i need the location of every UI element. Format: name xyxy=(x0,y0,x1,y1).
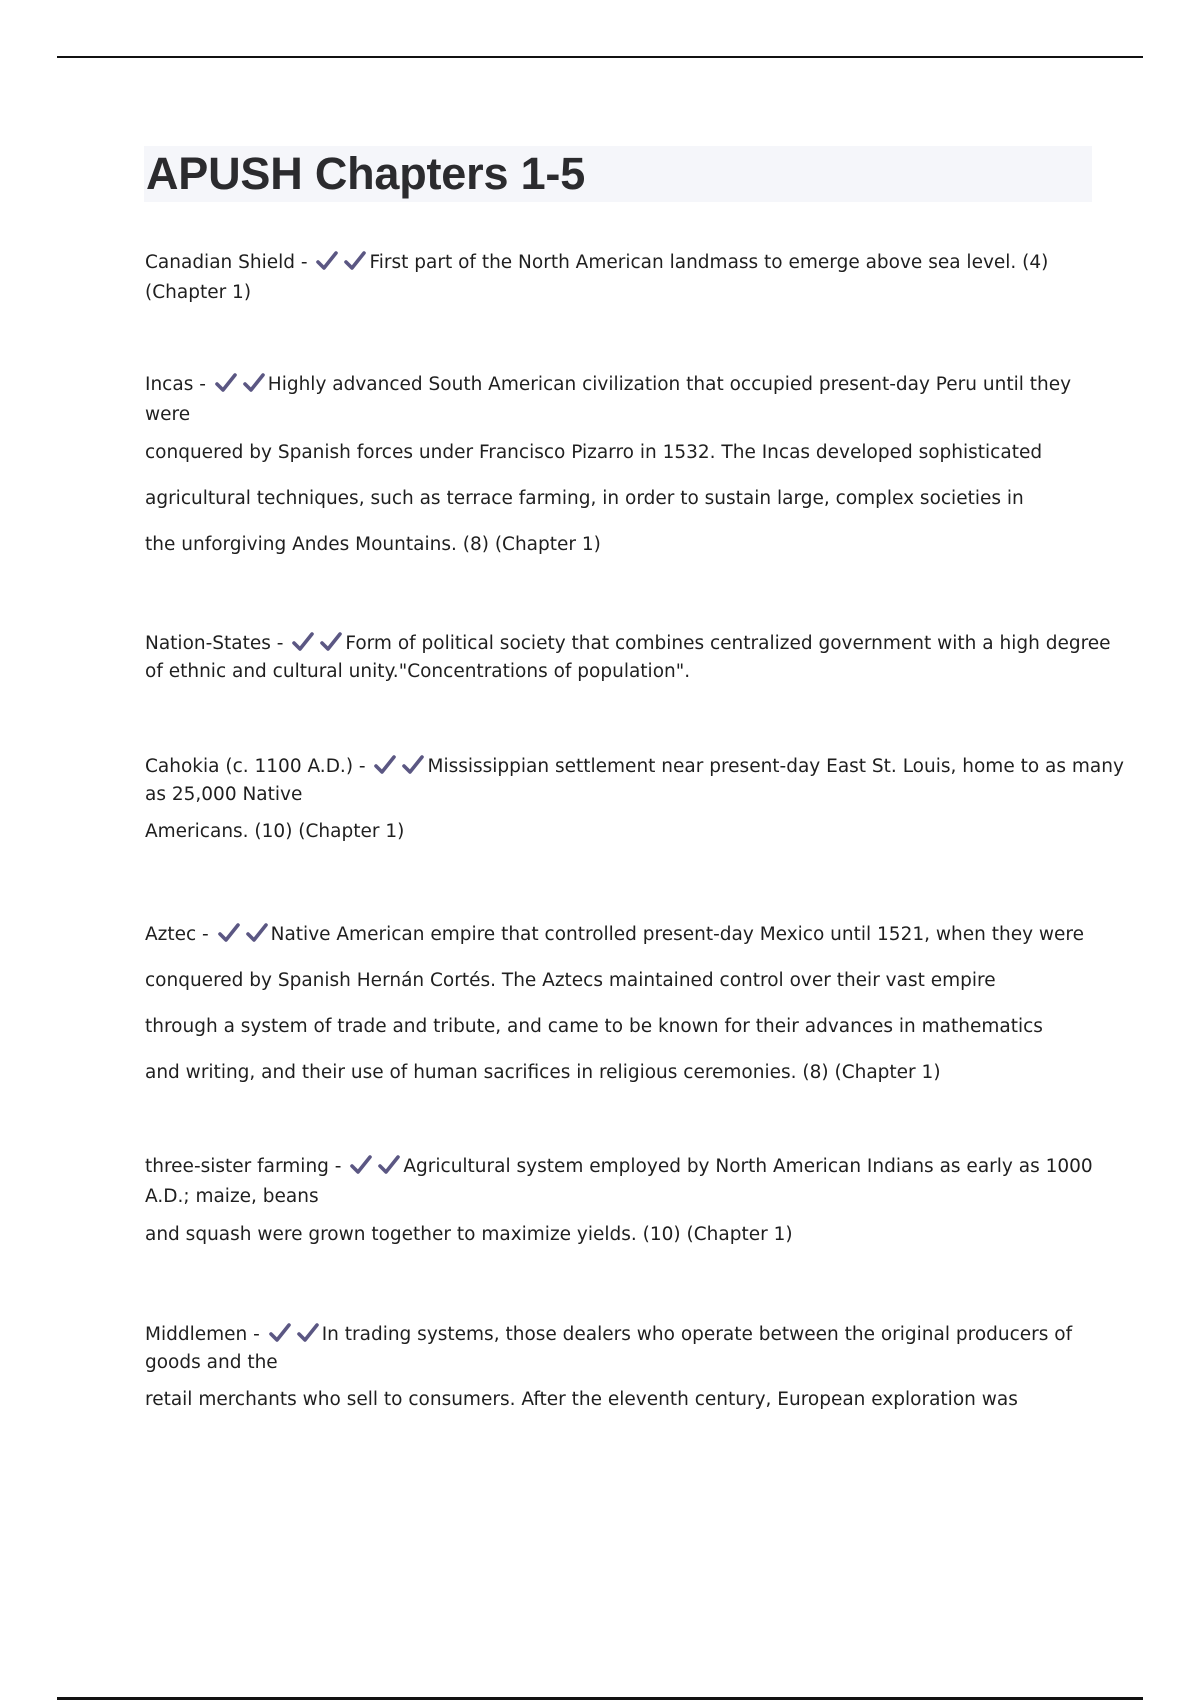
check-icon xyxy=(268,1322,292,1344)
check-icon xyxy=(217,922,241,944)
entry-continuation: through a system of trade and tribute, and came to be known for their advances in mathematics xyxy=(145,1016,1043,1037)
entry-definition-start: Agricultural system employed by North American Indians as early as 1000 xyxy=(403,1156,1093,1177)
check-icon xyxy=(245,922,269,944)
entry-first-line xyxy=(145,1321,1095,1349)
check-icon xyxy=(349,1154,373,1176)
check-icon xyxy=(319,631,343,653)
check-icon xyxy=(373,754,397,776)
entry-term: Incas - xyxy=(145,374,206,395)
entry-aztec xyxy=(145,912,1095,1096)
entry-first-line xyxy=(145,370,1095,400)
entry-continuation: and squash were grown together to maximize yields. (10) (Chapter 1) xyxy=(145,1224,793,1245)
entry-continuation: (Chapter 1) xyxy=(145,282,252,303)
entry-continuation: conquered by Spanish forces under Francisco Pizarro in 1532. The Incas developed sophisticated xyxy=(145,442,1043,463)
entry-continuation: the unforgiving Andes Mountains. (8) (Chapter 1) xyxy=(145,534,601,555)
title-banner xyxy=(144,146,1092,202)
entry-cahokia xyxy=(145,753,1124,855)
entry-continuation: A.D.; maize, beans xyxy=(145,1186,319,1207)
entry-definition-start: Form of political society that combines centralized government with a high degree xyxy=(345,633,1111,654)
entry-continuation: conquered by Spanish Hernán Cortés. The Aztecs maintained control over their vast empire xyxy=(145,970,996,991)
entry-definition-start: Highly advanced South American civilization that occupied present-day Peru until they xyxy=(267,374,1072,395)
entry-continuation: as 25,000 Native xyxy=(145,784,303,805)
entry-continuation: were xyxy=(145,404,191,425)
entry-nation-states xyxy=(145,630,1111,686)
entry-canadian-shield xyxy=(145,248,1095,308)
check-icon xyxy=(291,631,315,653)
entry-continuation: of ethnic and cultural unity."Concentrations of population". xyxy=(145,661,691,682)
check-icon xyxy=(296,1322,320,1344)
entry-definition-start: In trading systems, those dealers who operate between the original producers of xyxy=(321,1324,1073,1345)
entry-continuation: agricultural techniques, such as terrace farming, in order to sustain large, complex societies in xyxy=(145,488,1024,509)
check-icon xyxy=(377,1154,401,1176)
entry-term: Cahokia (c. 1100 A.D.) - xyxy=(145,756,366,777)
top-rule xyxy=(57,56,1143,58)
entry-first-line xyxy=(145,248,1095,278)
entry-middlemen xyxy=(145,1321,1095,1423)
entry-continuation: and writing, and their use of human sacrifices in religious ceremonies. (8) (Chapter 1) xyxy=(145,1062,941,1083)
entry-term: Middlemen - xyxy=(145,1324,260,1345)
entry-first-line xyxy=(145,753,1124,781)
check-icon xyxy=(401,754,425,776)
entry-term: three-sister farming - xyxy=(145,1156,342,1177)
entry-term: Nation-States - xyxy=(145,633,284,654)
check-icon xyxy=(343,250,367,272)
check-icon xyxy=(214,372,238,394)
entry-continuation: retail merchants who sell to consumers. After the eleventh century, European exploration was xyxy=(145,1389,1018,1410)
entry-definition-start: Native American empire that controlled present-day Mexico until 1521, when they were xyxy=(270,924,1085,945)
entry-definition-start: Mississippian settlement near present-day East St. Louis, home to as many xyxy=(427,756,1124,777)
entry-term: Aztec - xyxy=(145,924,209,945)
entry-first-line xyxy=(145,630,1111,658)
check-icon xyxy=(315,250,339,272)
page-title: APUSH Chapters 1-5 xyxy=(146,148,586,199)
entry-incas xyxy=(145,370,1095,568)
entry-first-line xyxy=(145,1152,1095,1182)
entry-three-sister-farming xyxy=(145,1152,1095,1258)
entry-term: Canadian Shield - xyxy=(145,252,308,273)
entry-continuation: goods and the xyxy=(145,1352,278,1373)
check-icon xyxy=(242,372,266,394)
entry-definition-start: First part of the North American landmass to emerge above sea level. (4) xyxy=(369,252,1049,273)
entry-continuation: Americans. (10) (Chapter 1) xyxy=(145,821,405,842)
entry-first-line xyxy=(145,912,1095,958)
